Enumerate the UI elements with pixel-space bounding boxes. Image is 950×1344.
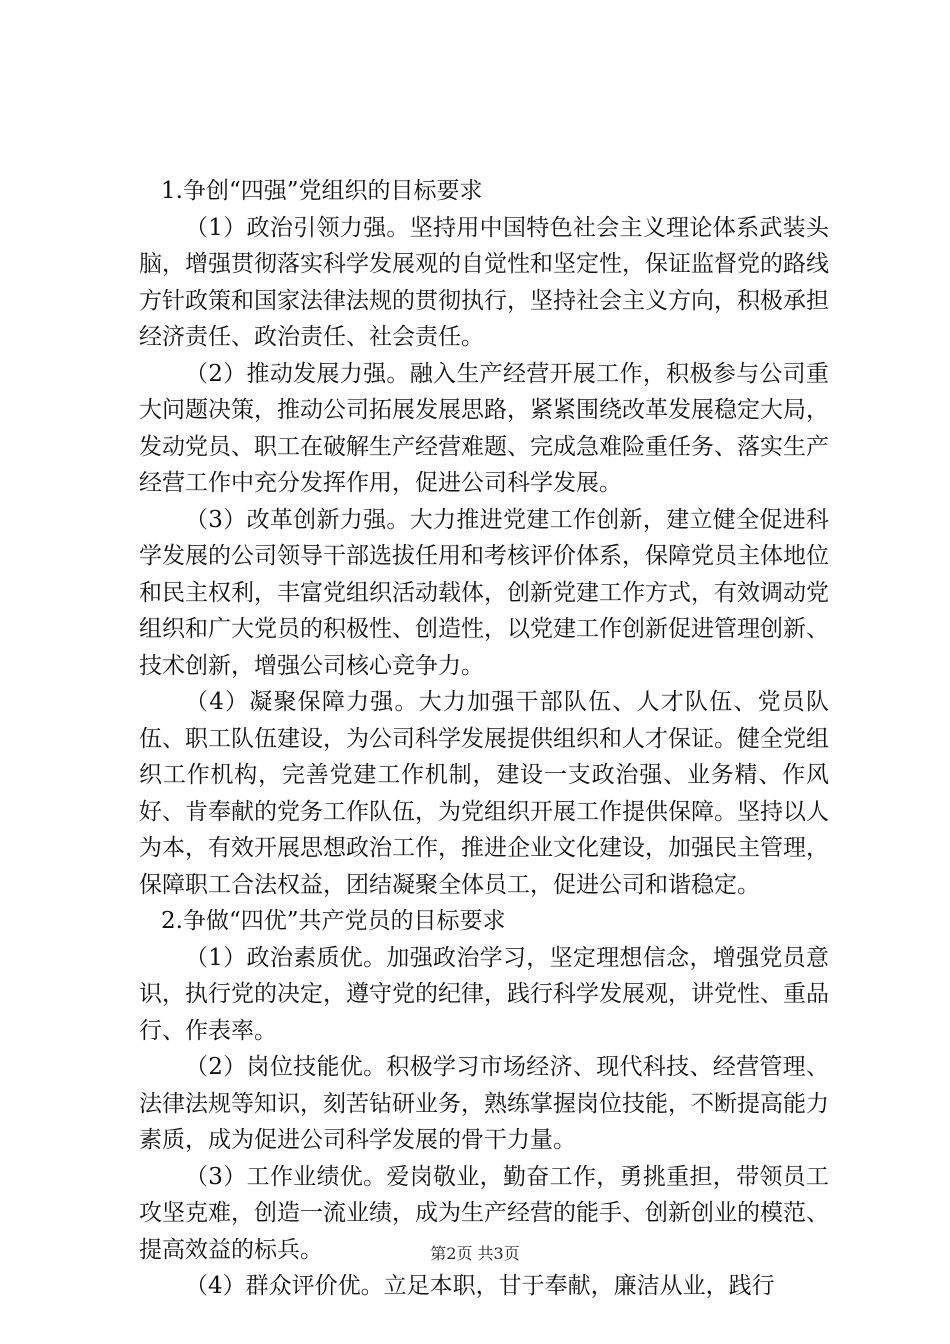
section-heading-four-strong: 1.争创“四强”党组织的目标要求 <box>161 178 483 204</box>
paragraph-cohesion-support: （4）凝聚保障力强。大力加强干部队伍、人才队伍、党员队伍、职工队伍建设，为公司科学发展提供组织和人才保证。健全党组织工作机构，完善党建工作机制，建设一支政治强、业务精、作风好、肯奉献的党务工作队伍，为党组织开展工作提供保障。坚持以人为本，有效开展思想政治工作，推进企业文化建设，加强民主管理，保障职工合法权益，团结凝聚全体员工，促进公司和谐稳定。 <box>139 689 829 898</box>
paragraph-work-performance: （3）工作业绩优。爱岗敬业，勤奋工作，勇挑重担，带领员工攻坚克难，创造一流业绩，成为生产经营的能手、创新创业的模范、提高效益的标兵。 <box>139 1163 829 1263</box>
paragraph-reform-innovation: （3）改革创新力强。大力推进党建工作创新，建立健全促进科学发展的公司领导干部选拔任用和考核评价体系，保障党员主体地位和民主权利，丰富党组织活动载体，创新党建工作方式，有效调动党组织和广大党员的积极性、创造性，以党建工作创新促进管理创新、技术创新，增强公司核心竞争力。 <box>139 506 829 679</box>
paragraph-public-evaluation: （4）群众评价优。立足本职，甘于奉献，廉洁从业，践行 <box>185 1273 775 1299</box>
paragraph-political-quality: （1）政治素质优。加强政治学习，坚定理想信念，增强党员意识，执行党的决定，遵守党的纪律，践行科学发展观，讲党性、重品行、作表率。 <box>139 944 829 1044</box>
paragraph-promote-development: （2）推动发展力强。融入生产经营开展工作，积极参与公司重大问题决策，推动公司拓展发展思路，紧紧围绕改革发展稳定大局，发动党员、职工在破解生产经营难题、完成急难险重任务、落实生产经营工作中充分发挥作用，促进公司科学发展。 <box>139 360 829 496</box>
section-heading-four-excellent: 2.争做“四优”共产党员的目标要求 <box>161 908 506 934</box>
paragraph-political-leadership: （1）政治引领力强。坚持用中国特色社会主义理论体系武装头脑，增强贯彻落实科学发展观的自觉性和坚定性，保证监督党的路线方针政策和国家法律法规的贯彻执行，坚持社会主义方向，积极承担经济责任、政治责任、社会责任。 <box>139 214 829 350</box>
document-body <box>139 173 829 1305</box>
paragraph-job-skills: （2）岗位技能优。积极学习市场经济、现代科技、经营管理、法律法规等知识，刻苦钻研业务，熟练掌握岗位技能，不断提高能力素质，成为促进公司科学发展的骨干力量。 <box>139 1054 829 1153</box>
page-number-footer: 第2页 共3页 <box>430 1244 520 1263</box>
